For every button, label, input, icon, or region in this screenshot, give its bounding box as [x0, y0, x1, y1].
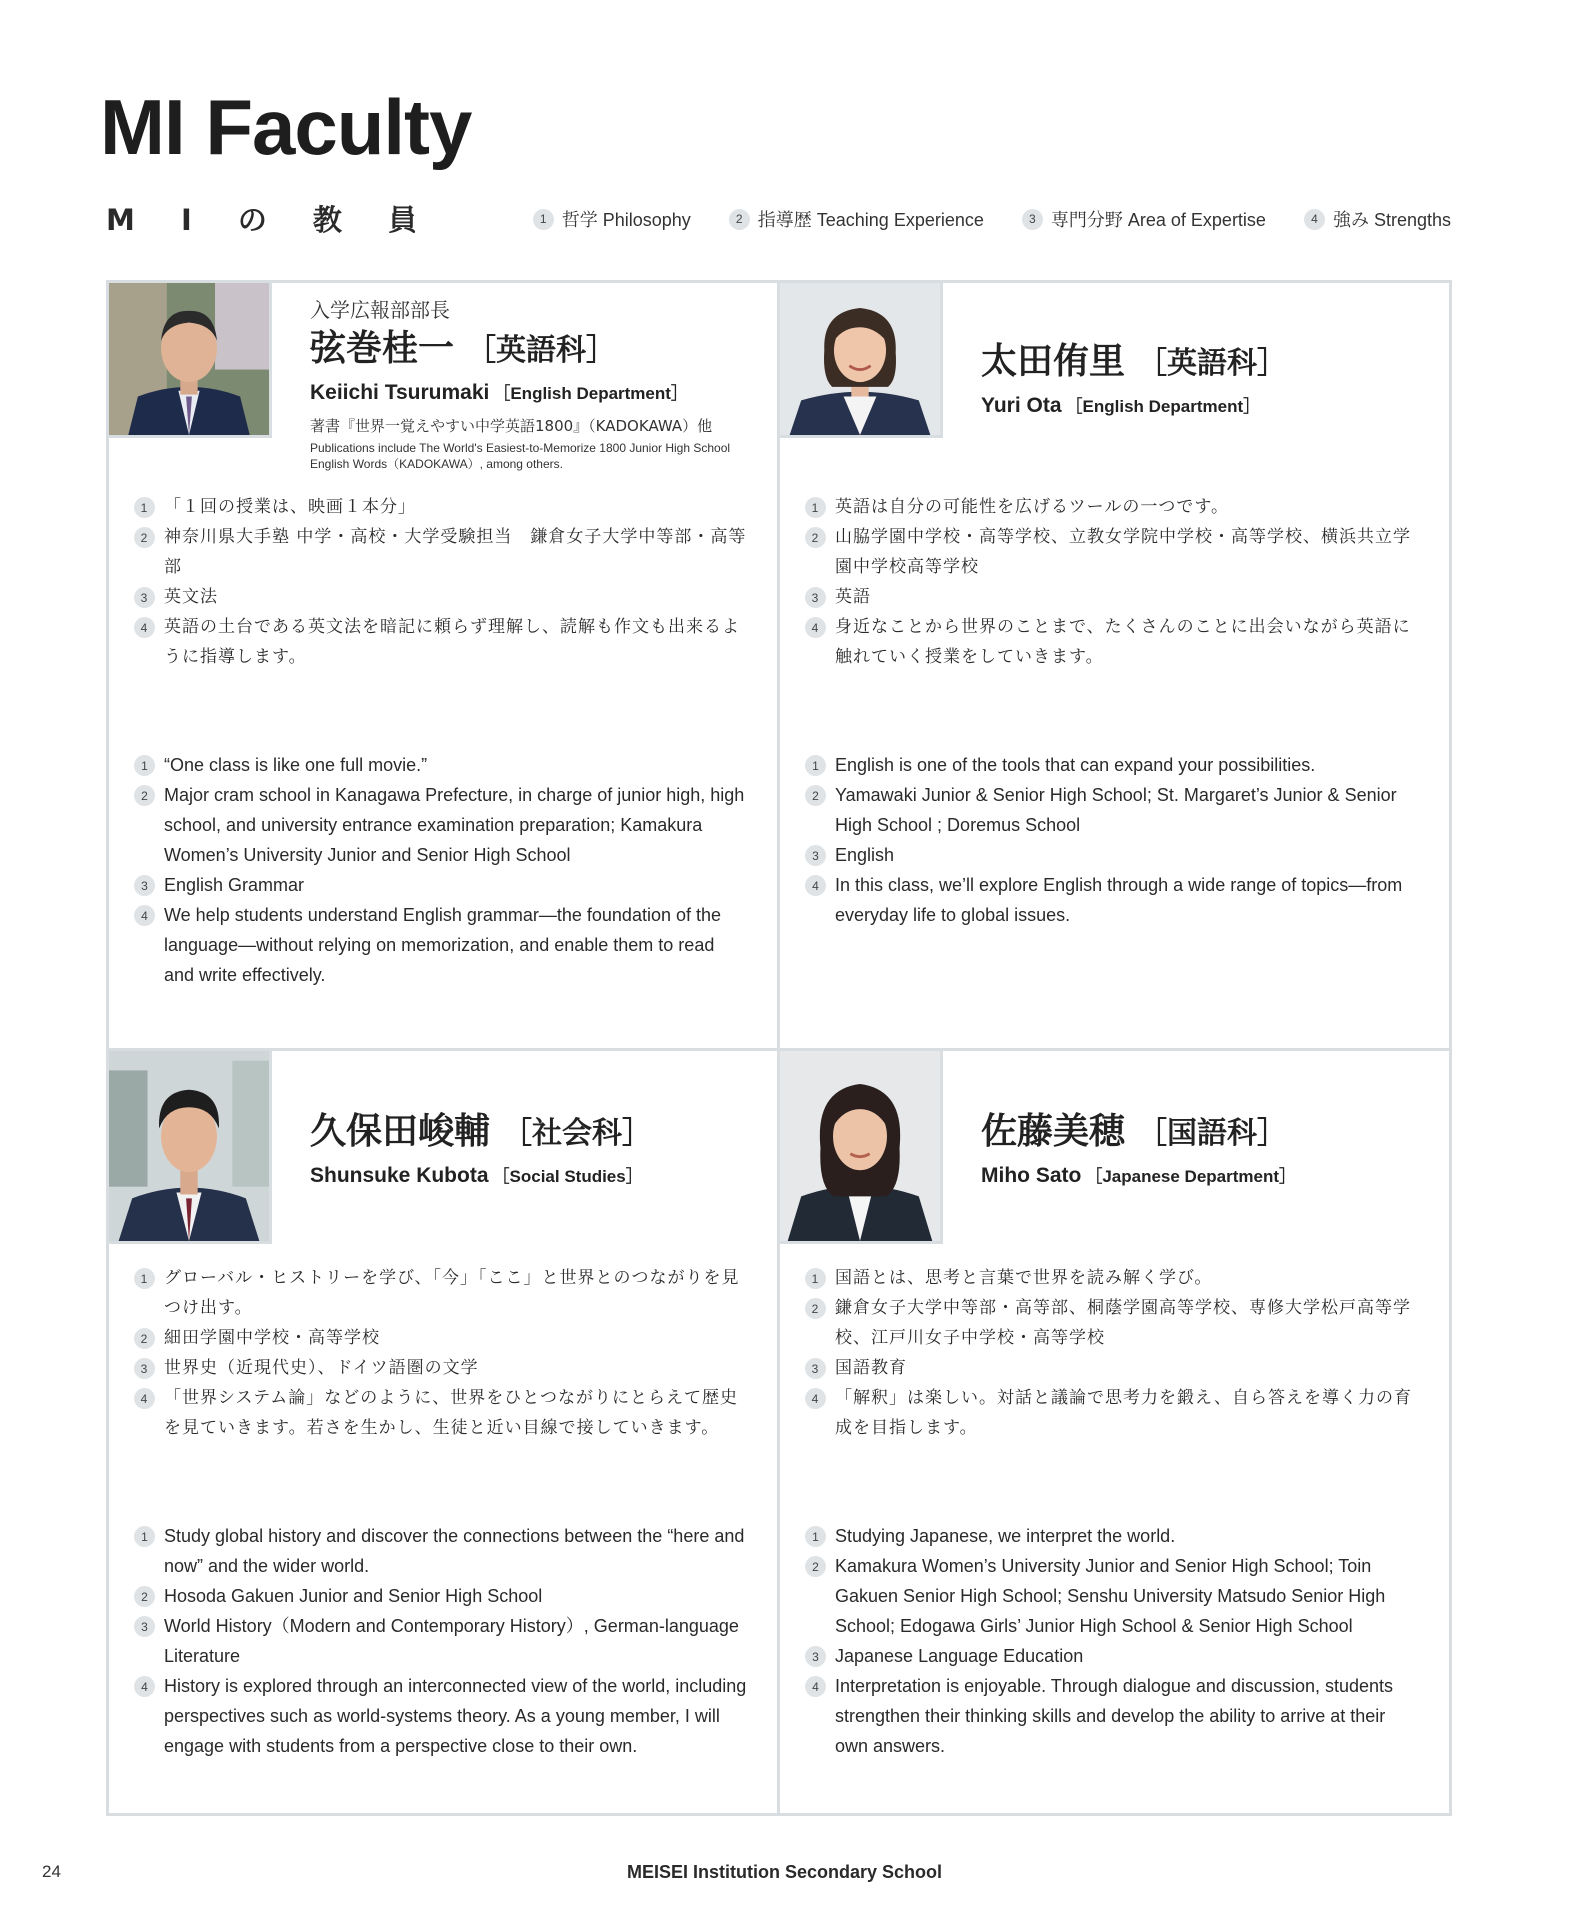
number-badge: 3 — [134, 587, 155, 608]
name-jp: 佐藤美穂 — [981, 1111, 1126, 1152]
legend-label: 強み Strengths — [1332, 210, 1451, 230]
number-badge: 3 — [134, 1358, 155, 1379]
number-badge: 2 — [805, 1556, 826, 1577]
list-item — [805, 522, 1419, 582]
department-en: ［Social Studies］ — [492, 1167, 643, 1186]
number-badge: 1 — [805, 1268, 826, 1289]
faculty-name-jp — [310, 325, 752, 375]
list-item — [805, 750, 1419, 780]
number-badge: 2 — [134, 1586, 155, 1607]
legend-label: 哲学 Philosophy — [561, 210, 691, 230]
department-en: ［English Department］ — [1065, 397, 1261, 416]
legend-label: 指導歴 Teaching Experience — [757, 210, 984, 230]
item-text: グローバル・ヒストリーを学び、「今」「ここ」と世界とのつながりを見つけ出す。 — [164, 1268, 740, 1318]
list-item — [805, 870, 1419, 930]
item-text: “One class is like one full movie.” — [164, 755, 428, 775]
number-badge: 3 — [1022, 209, 1043, 230]
number-badge: 3 — [805, 1646, 826, 1667]
faculty-header — [310, 294, 752, 472]
name-jp: 弦巻桂一 — [310, 328, 455, 369]
item-text: History is explored through an interconnected view of the world, including perspectives such as world-systems theory. As a young member, I will engage with students from a perspective close to their own. — [164, 1676, 747, 1756]
number-badge: 1 — [134, 497, 155, 518]
number-badge: 3 — [134, 875, 155, 896]
item-text: In this class, we’ll explore English through a wide range of topics—from everyday life to global issues. — [835, 875, 1403, 925]
item-text: World History（Modern and Contemporary History）, German-language Literature — [164, 1616, 739, 1666]
item-text: Yamawaki Junior & Senior High School; St. Margaret’s Junior & Senior High School ; Doremus School — [835, 785, 1397, 835]
item-text: 国語とは、思考と言葉で世界を読み解く学び。 — [835, 1268, 1213, 1288]
faculty-name-en — [310, 379, 752, 405]
number-badge: 1 — [805, 1526, 826, 1547]
list-item — [134, 1581, 748, 1611]
list-item — [134, 1611, 748, 1671]
item-text: Kamakura Women’s University Junior and Senior High School; Toin Gakuen Senior High School; Senshu University Matsudo Senior High School; Edogawa Girls’ Junior High School & Senior High School — [835, 1556, 1386, 1636]
list-item — [134, 612, 748, 672]
faculty-header — [310, 1108, 752, 1188]
item-text: 神奈川県大手塾 中学・高校・大学受験担当 鎌倉女子大学中等部・高等部 — [164, 527, 747, 577]
legend-item-philosophy — [533, 206, 691, 232]
department-jp: ［英語科］ — [466, 333, 617, 368]
list-item — [134, 900, 748, 990]
list-item — [134, 780, 748, 870]
list-item — [805, 780, 1419, 840]
faculty-name-jp — [981, 1108, 1423, 1158]
legend — [533, 206, 1451, 232]
list-item — [805, 840, 1419, 870]
number-badge: 4 — [134, 1676, 155, 1697]
list-item — [805, 1383, 1419, 1443]
profile-list-en — [805, 750, 1419, 930]
item-text: 英文法 — [164, 587, 218, 607]
number-badge: 2 — [134, 785, 155, 806]
faculty-card-tsurumaki — [106, 280, 772, 1048]
legend-item-expertise — [1022, 206, 1266, 232]
number-badge: 2 — [805, 785, 826, 806]
item-text: 身近なことから世界のことまで、たくさんのことに出会いながら英語に触れていく授業をしていきます。 — [835, 617, 1411, 667]
faculty-name-en — [981, 1162, 1423, 1188]
list-item — [805, 1551, 1419, 1641]
department-jp: ［社会科］ — [502, 1116, 653, 1151]
item-text: 細田学園中学校・高等学校 — [164, 1328, 380, 1348]
list-item — [134, 1521, 748, 1581]
item-text: 「解釈」は楽しい。対話と議論で思考力を鍛え、自ら答えを導く力の育成を目指します。 — [835, 1388, 1413, 1438]
faculty-name-jp — [310, 1108, 752, 1158]
number-badge: 1 — [805, 497, 826, 518]
page-number: 24 — [42, 1862, 61, 1881]
list-item — [134, 492, 748, 522]
publications-en: Publications include The World's Easiest-to-Memorize 1800 Junior High School English Words（KADOKAWA）, among others. — [310, 441, 731, 471]
list-item — [134, 1263, 748, 1323]
number-badge: 4 — [805, 617, 826, 638]
number-badge: 2 — [805, 527, 826, 548]
portrait-photo — [777, 280, 943, 438]
item-text: 英語 — [835, 587, 871, 607]
department-jp: ［国語科］ — [1137, 1116, 1288, 1151]
number-badge: 4 — [134, 617, 155, 638]
faculty-name-en — [310, 1162, 752, 1188]
number-badge: 3 — [805, 845, 826, 866]
item-text: English — [835, 845, 895, 865]
profile-list-jp — [134, 492, 748, 672]
faculty-card-kubota — [106, 1048, 772, 1816]
item-text: 世界史（近現代史）、ドイツ語圏の文学 — [164, 1358, 479, 1378]
number-badge: 4 — [134, 1388, 155, 1409]
number-badge: 4 — [134, 905, 155, 926]
number-badge: 2 — [134, 527, 155, 548]
list-item — [134, 870, 748, 900]
list-item — [805, 1353, 1419, 1383]
name-jp: 久保田峻輔 — [310, 1111, 491, 1152]
number-badge: 1 — [134, 1268, 155, 1289]
page-subtitle: M I の 教 員 — [106, 203, 436, 237]
item-text: Japanese Language Education — [835, 1646, 1084, 1666]
list-item — [805, 582, 1419, 612]
number-badge: 4 — [805, 1388, 826, 1409]
department-jp: ［英語科］ — [1137, 346, 1288, 381]
number-badge: 4 — [805, 1676, 826, 1697]
list-item — [134, 750, 748, 780]
list-item — [805, 1671, 1419, 1761]
faculty-name-en — [981, 392, 1423, 418]
faculty-header — [981, 338, 1423, 418]
item-text: Study global history and discover the connections between the “here and now” and the wider world. — [164, 1526, 745, 1576]
position-title: 入学広報部部長 — [310, 298, 450, 322]
item-text: Interpretation is enjoyable. Through dialogue and discussion, students strengthen their thinking skills and develop the ability to arrive at their own answers. — [835, 1676, 1394, 1756]
item-text: 英語の土台である英文法を暗記に頼らず理解し、読解も作文も出来るように指導します。 — [164, 617, 740, 667]
number-badge: 1 — [533, 209, 554, 230]
item-text: English Grammar — [164, 875, 305, 895]
item-text: Hosoda Gakuen Junior and Senior High School — [164, 1586, 543, 1606]
list-item — [805, 492, 1419, 522]
profile-list-en — [134, 1521, 748, 1761]
number-badge: 1 — [805, 755, 826, 776]
name-en: Shunsuke Kubota — [310, 1164, 489, 1187]
list-item — [134, 1383, 748, 1443]
legend-item-experience — [729, 206, 984, 232]
item-text: English is one of the tools that can expand your possibilities. — [835, 755, 1316, 775]
list-item — [134, 1353, 748, 1383]
item-text: 「１回の授業は、映画１本分」 — [164, 497, 416, 517]
profile-list-jp — [805, 1263, 1419, 1443]
name-en: Miho Sato — [981, 1164, 1082, 1187]
item-text: 「世界システム論」などのように、世界をひとつながりにとらえて歴史を見ていきます。若さを生かし、生徒と近い目線で接していきます。 — [164, 1388, 738, 1438]
portrait-photo — [106, 1048, 272, 1244]
item-text: 鎌倉女子大学中等部・高等部、桐蔭学園高等学校、専修大学松戸高等学校、江戸川女子中学校・高等学校 — [835, 1298, 1411, 1348]
name-en: Yuri Ota — [981, 394, 1062, 417]
number-badge: 2 — [729, 209, 750, 230]
item-text: Major cram school in Kanagawa Prefecture, in charge of junior high, high school, and university entrance examination preparation; Kamakura Women’s University Junior and Senior High School — [164, 785, 745, 865]
faculty-name-jp — [981, 338, 1423, 388]
list-item — [134, 522, 748, 582]
list-item — [805, 1293, 1419, 1353]
page-title: MI Faculty — [100, 83, 472, 171]
item-text: 国語教育 — [835, 1358, 907, 1378]
list-item — [805, 1521, 1419, 1551]
legend-item-strengths — [1304, 206, 1451, 232]
item-text: 英語は自分の可能性を広げるツールの一つです。 — [835, 497, 1229, 517]
profile-list-en — [805, 1521, 1419, 1761]
list-item — [134, 1323, 748, 1353]
list-item — [134, 582, 748, 612]
number-badge: 2 — [805, 1298, 826, 1319]
school-name: MEISEI Institution Secondary School — [626, 1862, 943, 1882]
number-badge: 3 — [805, 587, 826, 608]
list-item — [134, 1671, 748, 1761]
profile-list-jp — [134, 1263, 748, 1443]
item-text: We help students understand English grammar—the foundation of the language—without relying on memorization, and enable them to read and write effectively. — [164, 905, 722, 985]
number-badge: 1 — [134, 755, 155, 776]
department-en: ［English Department］ — [493, 384, 688, 403]
faculty-header — [981, 1108, 1423, 1188]
portrait-photo — [777, 1048, 943, 1244]
faculty-card-sato — [777, 1048, 1443, 1816]
number-badge: 3 — [805, 1358, 826, 1379]
portrait-photo — [106, 280, 272, 438]
number-badge: 4 — [805, 875, 826, 896]
item-text: Studying Japanese, we interpret the world. — [835, 1526, 1176, 1546]
list-item — [805, 1641, 1419, 1671]
list-item — [805, 1263, 1419, 1293]
profile-list-en — [134, 750, 748, 990]
number-badge: 3 — [134, 1616, 155, 1637]
number-badge: 1 — [134, 1526, 155, 1547]
number-badge: 2 — [134, 1328, 155, 1349]
publications-jp: 著書『世界一覚えやすい中学英語1800』（KADOKAWA）他 — [310, 417, 713, 435]
item-text: 山脇学園中学校・高等学校、立教女学院中学校・高等学校、横浜共立学園中学校高等学校 — [835, 527, 1411, 577]
list-item — [805, 612, 1419, 672]
legend-label: 専門分野 Area of Expertise — [1050, 210, 1266, 230]
faculty-card-ota — [777, 280, 1443, 1048]
name-jp: 太田侑里 — [981, 341, 1126, 382]
name-en: Keiichi Tsurumaki — [310, 381, 490, 404]
department-en: ［Japanese Department］ — [1085, 1167, 1297, 1186]
number-badge: 4 — [1304, 209, 1325, 230]
profile-list-jp — [805, 492, 1419, 672]
